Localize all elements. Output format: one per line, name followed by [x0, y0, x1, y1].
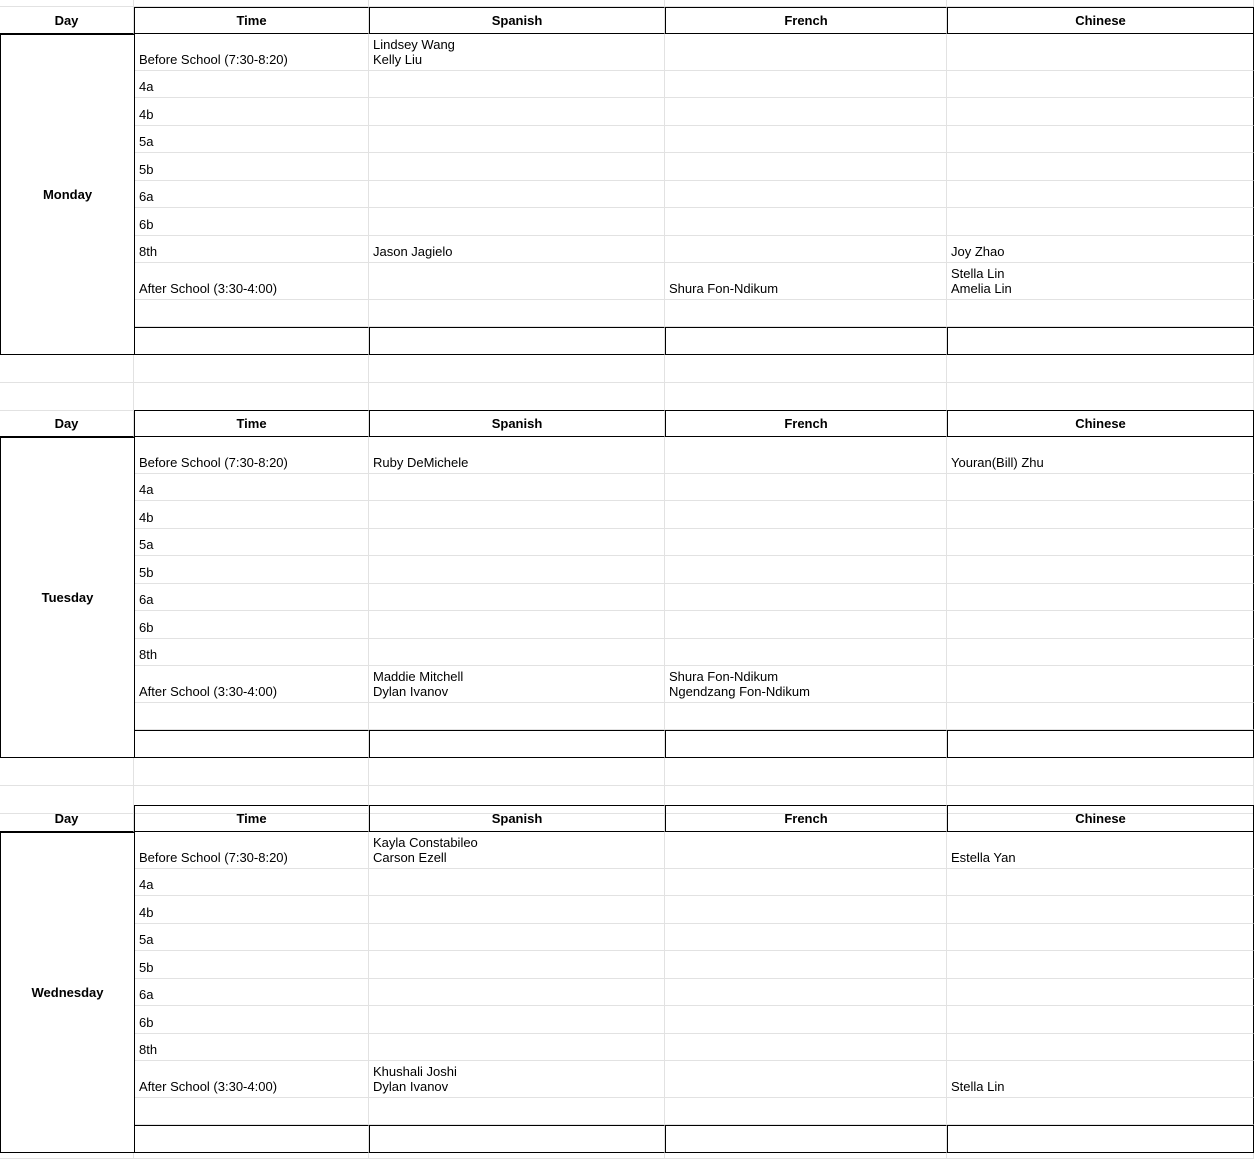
schedule-cell-time[interactable]: 6a	[134, 979, 369, 1006]
schedule-cell-chinese[interactable]	[947, 71, 1254, 98]
schedule-cell-french[interactable]	[665, 1098, 947, 1125]
schedule-cell-spanish[interactable]	[369, 869, 665, 896]
schedule-cell-time[interactable]: 4b	[134, 896, 369, 924]
schedule-cell-chinese[interactable]	[947, 1034, 1254, 1061]
schedule-cell-chinese[interactable]	[947, 327, 1254, 355]
spacer-cell[interactable]	[947, 383, 1254, 411]
schedule-cell-chinese[interactable]	[947, 979, 1254, 1006]
schedule-cell-spanish[interactable]	[369, 300, 665, 327]
schedule-cell-time[interactable]: 8th	[134, 1034, 369, 1061]
spacer-cell[interactable]	[134, 758, 369, 786]
spacer-cell[interactable]	[134, 355, 369, 383]
schedule-cell-french[interactable]: Shura Fon-Ndikum Ngendzang Fon-Ndikum	[665, 666, 947, 703]
header-day[interactable]: Day	[0, 7, 134, 34]
schedule-cell-french[interactable]	[665, 869, 947, 896]
schedule-cell-time[interactable]: After School (3:30-4:00)	[134, 666, 369, 703]
schedule-cell-french[interactable]	[665, 501, 947, 529]
schedule-cell-chinese[interactable]	[947, 584, 1254, 611]
spacer-cell[interactable]	[947, 355, 1254, 383]
spacer-cell[interactable]	[0, 0, 134, 7]
schedule-cell-spanish[interactable]	[369, 611, 665, 639]
spacer-cell[interactable]	[665, 758, 947, 786]
schedule-cell-chinese[interactable]	[947, 666, 1254, 703]
schedule-cell-spanish[interactable]	[369, 639, 665, 666]
spacer-cell[interactable]	[947, 0, 1254, 7]
schedule-cell-french[interactable]	[665, 181, 947, 208]
schedule-cell-french[interactable]	[665, 639, 947, 666]
schedule-cell-chinese[interactable]	[947, 501, 1254, 529]
schedule-cell-french[interactable]	[665, 584, 947, 611]
schedule-cell-time[interactable]	[134, 1125, 369, 1153]
schedule-cell-spanish[interactable]	[369, 556, 665, 584]
header-time[interactable]: Time	[134, 410, 369, 437]
schedule-cell-spanish[interactable]	[369, 181, 665, 208]
schedule-cell-spanish[interactable]	[369, 474, 665, 501]
spacer-cell[interactable]	[0, 1153, 134, 1159]
schedule-cell-french[interactable]	[665, 556, 947, 584]
schedule-cell-french[interactable]	[665, 703, 947, 730]
schedule-cell-chinese[interactable]	[947, 951, 1254, 979]
schedule-cell-chinese[interactable]	[947, 639, 1254, 666]
schedule-cell-spanish[interactable]	[369, 529, 665, 556]
schedule-cell-time[interactable]: 5a	[134, 529, 369, 556]
schedule-cell-french[interactable]	[665, 474, 947, 501]
schedule-cell-spanish[interactable]	[369, 703, 665, 730]
schedule-cell-french[interactable]: Shura Fon-Ndikum	[665, 263, 947, 300]
schedule-cell-french[interactable]	[665, 153, 947, 181]
schedule-cell-time[interactable]: 4a	[134, 71, 369, 98]
header-french[interactable]: French	[665, 805, 947, 832]
header-spanish[interactable]: Spanish	[369, 7, 665, 34]
spacer-cell[interactable]	[369, 1153, 665, 1159]
schedule-cell-chinese[interactable]: Stella Lin	[947, 1061, 1254, 1098]
schedule-cell-time[interactable]	[134, 703, 369, 730]
schedule-cell-time[interactable]: 6a	[134, 181, 369, 208]
schedule-cell-french[interactable]	[665, 979, 947, 1006]
schedule-cell-time[interactable]: 8th	[134, 236, 369, 263]
header-time[interactable]: Time	[134, 7, 369, 34]
schedule-cell-time[interactable]: 5b	[134, 951, 369, 979]
schedule-cell-time[interactable]: 6b	[134, 208, 369, 236]
day-label: Tuesday	[0, 437, 135, 758]
schedule-cell-spanish[interactable]	[369, 1006, 665, 1034]
schedule-cell-spanish[interactable]	[369, 1125, 665, 1153]
spacer-cell[interactable]	[134, 1153, 369, 1159]
schedule-cell-french[interactable]	[665, 1034, 947, 1061]
schedule-cell-chinese[interactable]	[947, 208, 1254, 236]
schedule-cell-chinese[interactable]: Youran(Bill) Zhu	[947, 437, 1254, 474]
schedule-cell-french[interactable]	[665, 34, 947, 71]
schedule-cell-spanish[interactable]	[369, 501, 665, 529]
schedule-cell-spanish[interactable]	[369, 1034, 665, 1061]
schedule-cell-time[interactable]	[134, 730, 369, 758]
schedule-cell-french[interactable]	[665, 300, 947, 327]
spacer-cell[interactable]	[665, 355, 947, 383]
schedule-cell-chinese[interactable]: Estella Yan	[947, 832, 1254, 869]
header-day[interactable]: Day	[0, 805, 134, 832]
schedule-cell-time[interactable]: 4b	[134, 98, 369, 126]
schedule-cell-french[interactable]	[665, 98, 947, 126]
schedule-cell-time[interactable]: 4a	[134, 869, 369, 896]
spacer-cell[interactable]	[0, 758, 134, 786]
schedule-cell-spanish[interactable]	[369, 730, 665, 758]
schedule-cell-chinese[interactable]	[947, 1006, 1254, 1034]
schedule-cell-chinese[interactable]	[947, 730, 1254, 758]
schedule-cell-french[interactable]	[665, 437, 947, 474]
schedule-cell-chinese[interactable]	[947, 611, 1254, 639]
schedule-cell-spanish[interactable]	[369, 126, 665, 153]
schedule-cell-french[interactable]	[665, 951, 947, 979]
schedule-cell-chinese[interactable]	[947, 34, 1254, 71]
header-spanish[interactable]: Spanish	[369, 805, 665, 832]
schedule-cell-french[interactable]	[665, 1061, 947, 1098]
spacer-cell[interactable]	[369, 355, 665, 383]
schedule-cell-spanish[interactable]: Ruby DeMichele	[369, 437, 665, 474]
header-spanish[interactable]: Spanish	[369, 410, 665, 437]
schedule-cell-french[interactable]	[665, 730, 947, 758]
schedule-cell-time[interactable]: 5b	[134, 556, 369, 584]
schedule-cell-spanish[interactable]	[369, 208, 665, 236]
schedule-cell-chinese[interactable]: Joy Zhao	[947, 236, 1254, 263]
schedule-cell-chinese[interactable]	[947, 703, 1254, 730]
schedule-cell-spanish[interactable]: Maddie Mitchell Dylan Ivanov	[369, 666, 665, 703]
schedule-cell-time[interactable]	[134, 1098, 369, 1125]
day-label: Wednesday	[0, 832, 135, 1153]
spacer-cell[interactable]	[665, 0, 947, 7]
header-chinese[interactable]: Chinese	[947, 805, 1254, 832]
header-chinese[interactable]: Chinese	[947, 7, 1254, 34]
schedule-cell-spanish[interactable]	[369, 98, 665, 126]
schedule-cell-time[interactable]: Before School (7:30-8:20)	[134, 34, 369, 71]
schedule-cell-spanish[interactable]	[369, 584, 665, 611]
spacer-cell[interactable]	[369, 758, 665, 786]
schedule-cell-chinese[interactable]	[947, 181, 1254, 208]
spacer-cell[interactable]	[134, 383, 369, 411]
schedule-cell-chinese[interactable]	[947, 529, 1254, 556]
schedule-cell-french[interactable]	[665, 208, 947, 236]
schedule-cell-time[interactable]: 5a	[134, 924, 369, 951]
schedule-cell-chinese[interactable]	[947, 126, 1254, 153]
schedule-cell-french[interactable]	[665, 611, 947, 639]
schedule-cell-spanish[interactable]	[369, 71, 665, 98]
schedule-cell-spanish[interactable]	[369, 263, 665, 300]
schedule-cell-chinese[interactable]	[947, 1125, 1254, 1153]
schedule-cell-spanish[interactable]	[369, 979, 665, 1006]
schedule-cell-chinese[interactable]	[947, 924, 1254, 951]
schedule-cell-chinese[interactable]	[947, 300, 1254, 327]
schedule-cell-spanish[interactable]: Kayla Constabileo Carson Ezell	[369, 832, 665, 869]
schedule-cell-french[interactable]	[665, 236, 947, 263]
schedule-cell-time[interactable]: After School (3:30-4:00)	[134, 1061, 369, 1098]
spacer-cell[interactable]	[0, 355, 134, 383]
schedule-cell-chinese[interactable]	[947, 153, 1254, 181]
schedule-cell-time[interactable]: Before School (7:30-8:20)	[134, 437, 369, 474]
schedule-cell-time[interactable]	[134, 300, 369, 327]
header-day[interactable]: Day	[0, 410, 134, 437]
schedule-cell-french[interactable]	[665, 1006, 947, 1034]
schedule-cell-french[interactable]	[665, 924, 947, 951]
schedule-cell-chinese[interactable]	[947, 1098, 1254, 1125]
spacer-cell[interactable]	[134, 0, 369, 7]
schedule-cell-time[interactable]: 6b	[134, 611, 369, 639]
schedule-cell-spanish[interactable]: Jason Jagielo	[369, 236, 665, 263]
spacer-cell[interactable]	[947, 1153, 1254, 1159]
schedule-cell-chinese[interactable]	[947, 98, 1254, 126]
schedule-cell-french[interactable]	[665, 896, 947, 924]
schedule-cell-time[interactable]: 4b	[134, 501, 369, 529]
schedule-cell-time[interactable]: 5b	[134, 153, 369, 181]
schedule-cell-spanish[interactable]	[369, 327, 665, 355]
schedule-cell-time[interactable]: 6b	[134, 1006, 369, 1034]
schedule-cell-spanish[interactable]	[369, 1098, 665, 1125]
spacer-cell[interactable]	[665, 383, 947, 411]
schedule-cell-time[interactable]: 4a	[134, 474, 369, 501]
schedule-cell-time[interactable]	[134, 327, 369, 355]
schedule-cell-time[interactable]: 5a	[134, 126, 369, 153]
header-time[interactable]: Time	[134, 805, 369, 832]
spacer-cell[interactable]	[0, 383, 134, 411]
schedule-cell-chinese[interactable]	[947, 474, 1254, 501]
header-chinese[interactable]: Chinese	[947, 410, 1254, 437]
schedule-cell-time[interactable]: Before School (7:30-8:20)	[134, 832, 369, 869]
schedule-cell-french[interactable]	[665, 529, 947, 556]
spacer-cell[interactable]	[665, 1153, 947, 1159]
schedule-cell-chinese[interactable]	[947, 556, 1254, 584]
schedule-cell-french[interactable]	[665, 1125, 947, 1153]
schedule-cell-spanish[interactable]	[369, 896, 665, 924]
schedule-cell-time[interactable]: After School (3:30-4:00)	[134, 263, 369, 300]
schedule-cell-french[interactable]	[665, 327, 947, 355]
schedule-cell-time[interactable]: 8th	[134, 639, 369, 666]
schedule-cell-spanish[interactable]	[369, 924, 665, 951]
schedule-cell-chinese[interactable]	[947, 896, 1254, 924]
schedule-cell-chinese[interactable]: Stella Lin Amelia Lin	[947, 263, 1254, 300]
schedule-cell-chinese[interactable]	[947, 869, 1254, 896]
schedule-cell-spanish[interactable]: Lindsey Wang Kelly Liu	[369, 34, 665, 71]
schedule-cell-french[interactable]	[665, 71, 947, 98]
schedule-cell-spanish[interactable]	[369, 153, 665, 181]
schedule-cell-french[interactable]	[665, 126, 947, 153]
schedule-cell-spanish[interactable]	[369, 951, 665, 979]
schedule-cell-french[interactable]	[665, 832, 947, 869]
schedule-cell-time[interactable]: 6a	[134, 584, 369, 611]
spacer-cell[interactable]	[947, 758, 1254, 786]
spacer-cell[interactable]	[369, 383, 665, 411]
header-french[interactable]: French	[665, 7, 947, 34]
spacer-cell[interactable]	[369, 0, 665, 7]
header-french[interactable]: French	[665, 410, 947, 437]
schedule-cell-spanish[interactable]: Khushali Joshi Dylan Ivanov	[369, 1061, 665, 1098]
day-label: Monday	[0, 34, 135, 355]
